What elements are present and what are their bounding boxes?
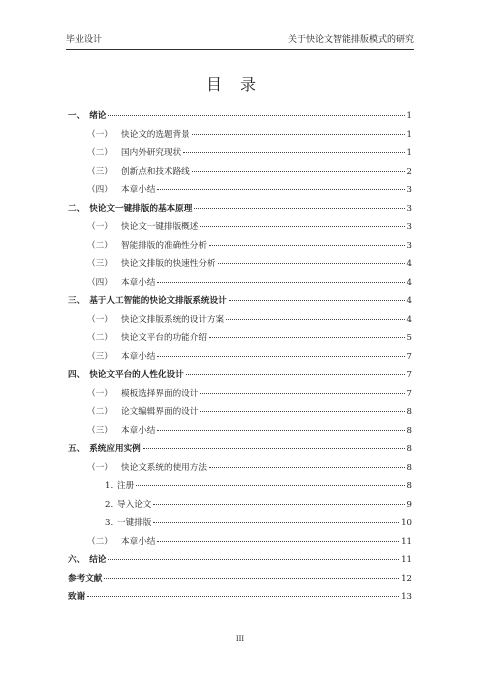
toc-entry[interactable] (68, 163, 412, 182)
toc-entry-title: 本章小结 (121, 185, 156, 195)
toc-entry-number: 六、 (68, 555, 86, 565)
toc-entry[interactable] (68, 126, 412, 145)
toc-entry-title: 本章小结 (121, 536, 156, 547)
toc-entry-title: 快论文排版系统的设计方案 (121, 314, 225, 325)
toc-leader-dots (136, 485, 404, 486)
toc-entry-page: 3 (406, 222, 412, 232)
toc-entry-title: 模板选择界面的设计 (121, 388, 199, 399)
toc-entry-title: 快论文平台的功能介绍 (121, 333, 207, 343)
toc-entry-number: （二） (87, 407, 113, 417)
toc-entry-page: 8 (406, 425, 412, 436)
toc-entry[interactable] (68, 366, 412, 385)
toc-entry-number: （四） (87, 277, 113, 288)
toc-entry-page: 4 (406, 259, 412, 269)
toc-entry-number: （四） (87, 185, 113, 195)
toc-entry[interactable] (68, 403, 412, 422)
toc-entry-title: 本章小结 (121, 277, 156, 288)
toc-entry-number: （一） (87, 388, 113, 399)
toc-entry[interactable] (68, 292, 412, 311)
toc-entry-number: 2. (105, 499, 114, 510)
toc-entry-page: 8 (406, 407, 412, 417)
toc-entry-page: 11 (401, 555, 412, 565)
toc-leader-dots (200, 393, 404, 394)
toc-entry-page: 2 (406, 166, 412, 177)
toc-entry-page: 11 (401, 536, 412, 547)
toc-leader-dots (157, 356, 404, 357)
toc-entry[interactable] (68, 181, 412, 200)
toc-leader-dots (183, 152, 404, 153)
toc-entry-number: （三） (87, 425, 113, 436)
toc-entry[interactable] (68, 311, 412, 330)
toc-title: 目录 (205, 75, 274, 94)
toc-entry-number: （一） (87, 314, 113, 325)
toc-entry[interactable] (68, 144, 412, 163)
toc-entry-number: 五、 (68, 444, 86, 454)
toc-entry[interactable] (68, 348, 412, 367)
toc-entry-title: 注册 (117, 481, 135, 491)
toc-leader-dots (104, 578, 399, 579)
toc-entry-page: 7 (406, 388, 412, 399)
page-number: III (235, 635, 245, 643)
toc-entry-page: 8 (406, 462, 412, 473)
toc-entry[interactable] (68, 329, 412, 348)
toc-entry-number: （三） (87, 351, 113, 362)
toc-leader-dots (192, 134, 405, 135)
toc-leader-dots (200, 411, 404, 412)
toc-entry-title: 创新点和技术路线 (121, 166, 190, 177)
toc-entry-page: 7 (406, 351, 412, 362)
toc-leader-dots (194, 208, 404, 209)
toc-leader-dots (209, 245, 405, 246)
toc-entry-title: 智能排版的准确性分析 (121, 240, 207, 251)
toc-leader-dots (226, 319, 404, 320)
toc-entry-title: 结论 (89, 555, 107, 565)
toc-leader-dots (192, 171, 405, 172)
toc-leader-dots (108, 559, 399, 560)
toc-entry-page: 1 (406, 129, 412, 140)
toc-leader-dots (209, 337, 405, 338)
toc-entry-page: 4 (406, 277, 412, 288)
toc-leader-dots (108, 115, 404, 116)
toc-entry-page: 4 (406, 314, 412, 325)
toc-entry-title: 绪论 (89, 111, 107, 121)
toc-entry-title: 国内外研究现状 (121, 148, 182, 158)
toc-entry-number: （二） (87, 333, 113, 343)
toc-leader-dots (186, 374, 405, 375)
toc-leader-dots (229, 300, 405, 301)
toc-entry-title: 论文编辑界面的设计 (121, 407, 199, 417)
toc-entry-title: 快论文一键排版概述 (121, 222, 199, 232)
toc-entry[interactable] (68, 274, 412, 293)
toc-entry[interactable] (68, 551, 412, 570)
toc-entry[interactable] (68, 514, 412, 533)
toc-entry-page: 4 (406, 296, 412, 306)
toc-entry-title: 参考文献 (68, 573, 103, 584)
toc-entry-number: （一） (87, 222, 113, 232)
toc-entry-number: （一） (87, 462, 113, 473)
toc-entry-page: 3 (406, 185, 412, 195)
toc-entry-page: 1 (406, 148, 412, 158)
toc-entry-number: 三、 (68, 296, 86, 306)
toc-entry[interactable] (68, 496, 412, 515)
toc-entry-number: 一、 (68, 111, 86, 121)
toc-entry[interactable] (68, 477, 412, 496)
toc-entry-page: 8 (406, 481, 412, 491)
toc-leader-dots (157, 189, 404, 190)
toc-entry-page: 12 (401, 573, 412, 584)
toc-entry[interactable] (68, 237, 412, 256)
toc-entry[interactable] (68, 422, 412, 441)
toc-entry[interactable] (68, 533, 412, 552)
toc-entry-title: 本章小结 (121, 425, 156, 436)
toc-entry-number: （二） (87, 148, 113, 158)
toc-entry[interactable] (68, 200, 412, 219)
toc-entry-page: 13 (401, 592, 412, 602)
toc-leader-dots (157, 282, 404, 283)
toc-entry-page: 9 (406, 499, 412, 510)
toc-entry-title: 一键排版 (117, 518, 152, 528)
toc-entry-title: 导入论文 (117, 499, 152, 510)
toc-entry-number: （三） (87, 166, 113, 177)
header-right: 关于快论文智能排版模式的研究 (287, 35, 414, 45)
toc-entry-number: （二） (87, 536, 113, 547)
toc-entry-number: 二、 (68, 203, 86, 214)
toc-entry[interactable] (68, 218, 412, 237)
toc-entry-number: 1. (105, 481, 114, 491)
toc-entry-page: 7 (406, 370, 412, 380)
toc-entry-page: 3 (406, 203, 412, 214)
toc-entry-number: （二） (87, 240, 113, 251)
toc-entry-number: （三） (87, 259, 113, 269)
toc-entry-number: 四、 (68, 370, 86, 380)
toc-leader-dots (209, 467, 405, 468)
toc-entry[interactable] (68, 588, 412, 607)
toc-entry-title: 系统应用实例 (89, 444, 141, 454)
toc-entry-page: 10 (401, 518, 412, 528)
header-left: 毕业设计 (66, 35, 103, 45)
toc-entry[interactable] (68, 570, 412, 589)
toc-entry-title: 快论文一键排版的基本原理 (89, 203, 193, 214)
toc-entry-title: 快论文系统的使用方法 (121, 462, 207, 473)
toc-entry-title: 快论文平台的人性化设计 (89, 370, 184, 380)
toc-leader-dots (200, 226, 404, 227)
toc-entry-title: 本章小结 (121, 351, 156, 362)
toc-entry-title: 快论文排版的快速性分析 (121, 259, 216, 269)
toc-entry-title: 基于人工智能的快论文排版系统设计 (89, 296, 227, 306)
toc-leader-dots (157, 541, 399, 542)
toc-entry[interactable] (68, 107, 412, 126)
toc-leader-dots (153, 504, 404, 505)
toc-entry[interactable] (68, 385, 412, 404)
toc-entry-number: 3. (105, 518, 114, 528)
toc-entry[interactable] (68, 459, 412, 478)
toc-leader-dots (218, 263, 405, 264)
toc-entry-title: 致谢 (68, 592, 86, 602)
toc-entry-page: 1 (406, 111, 412, 121)
page-header (66, 34, 414, 50)
toc-entry[interactable] (68, 440, 412, 459)
toc-leader-dots (153, 522, 399, 523)
toc-entry[interactable] (68, 255, 412, 274)
table-of-contents (68, 107, 412, 607)
toc-leader-dots (143, 448, 405, 449)
toc-entry-page: 3 (406, 240, 412, 251)
toc-leader-dots (157, 430, 404, 431)
toc-entry-page: 8 (406, 444, 412, 454)
toc-leader-dots (87, 596, 399, 597)
toc-entry-page: 5 (406, 333, 412, 343)
toc-entry-number: （一） (87, 129, 113, 140)
toc-entry-title: 快论文的选题背景 (121, 129, 190, 140)
